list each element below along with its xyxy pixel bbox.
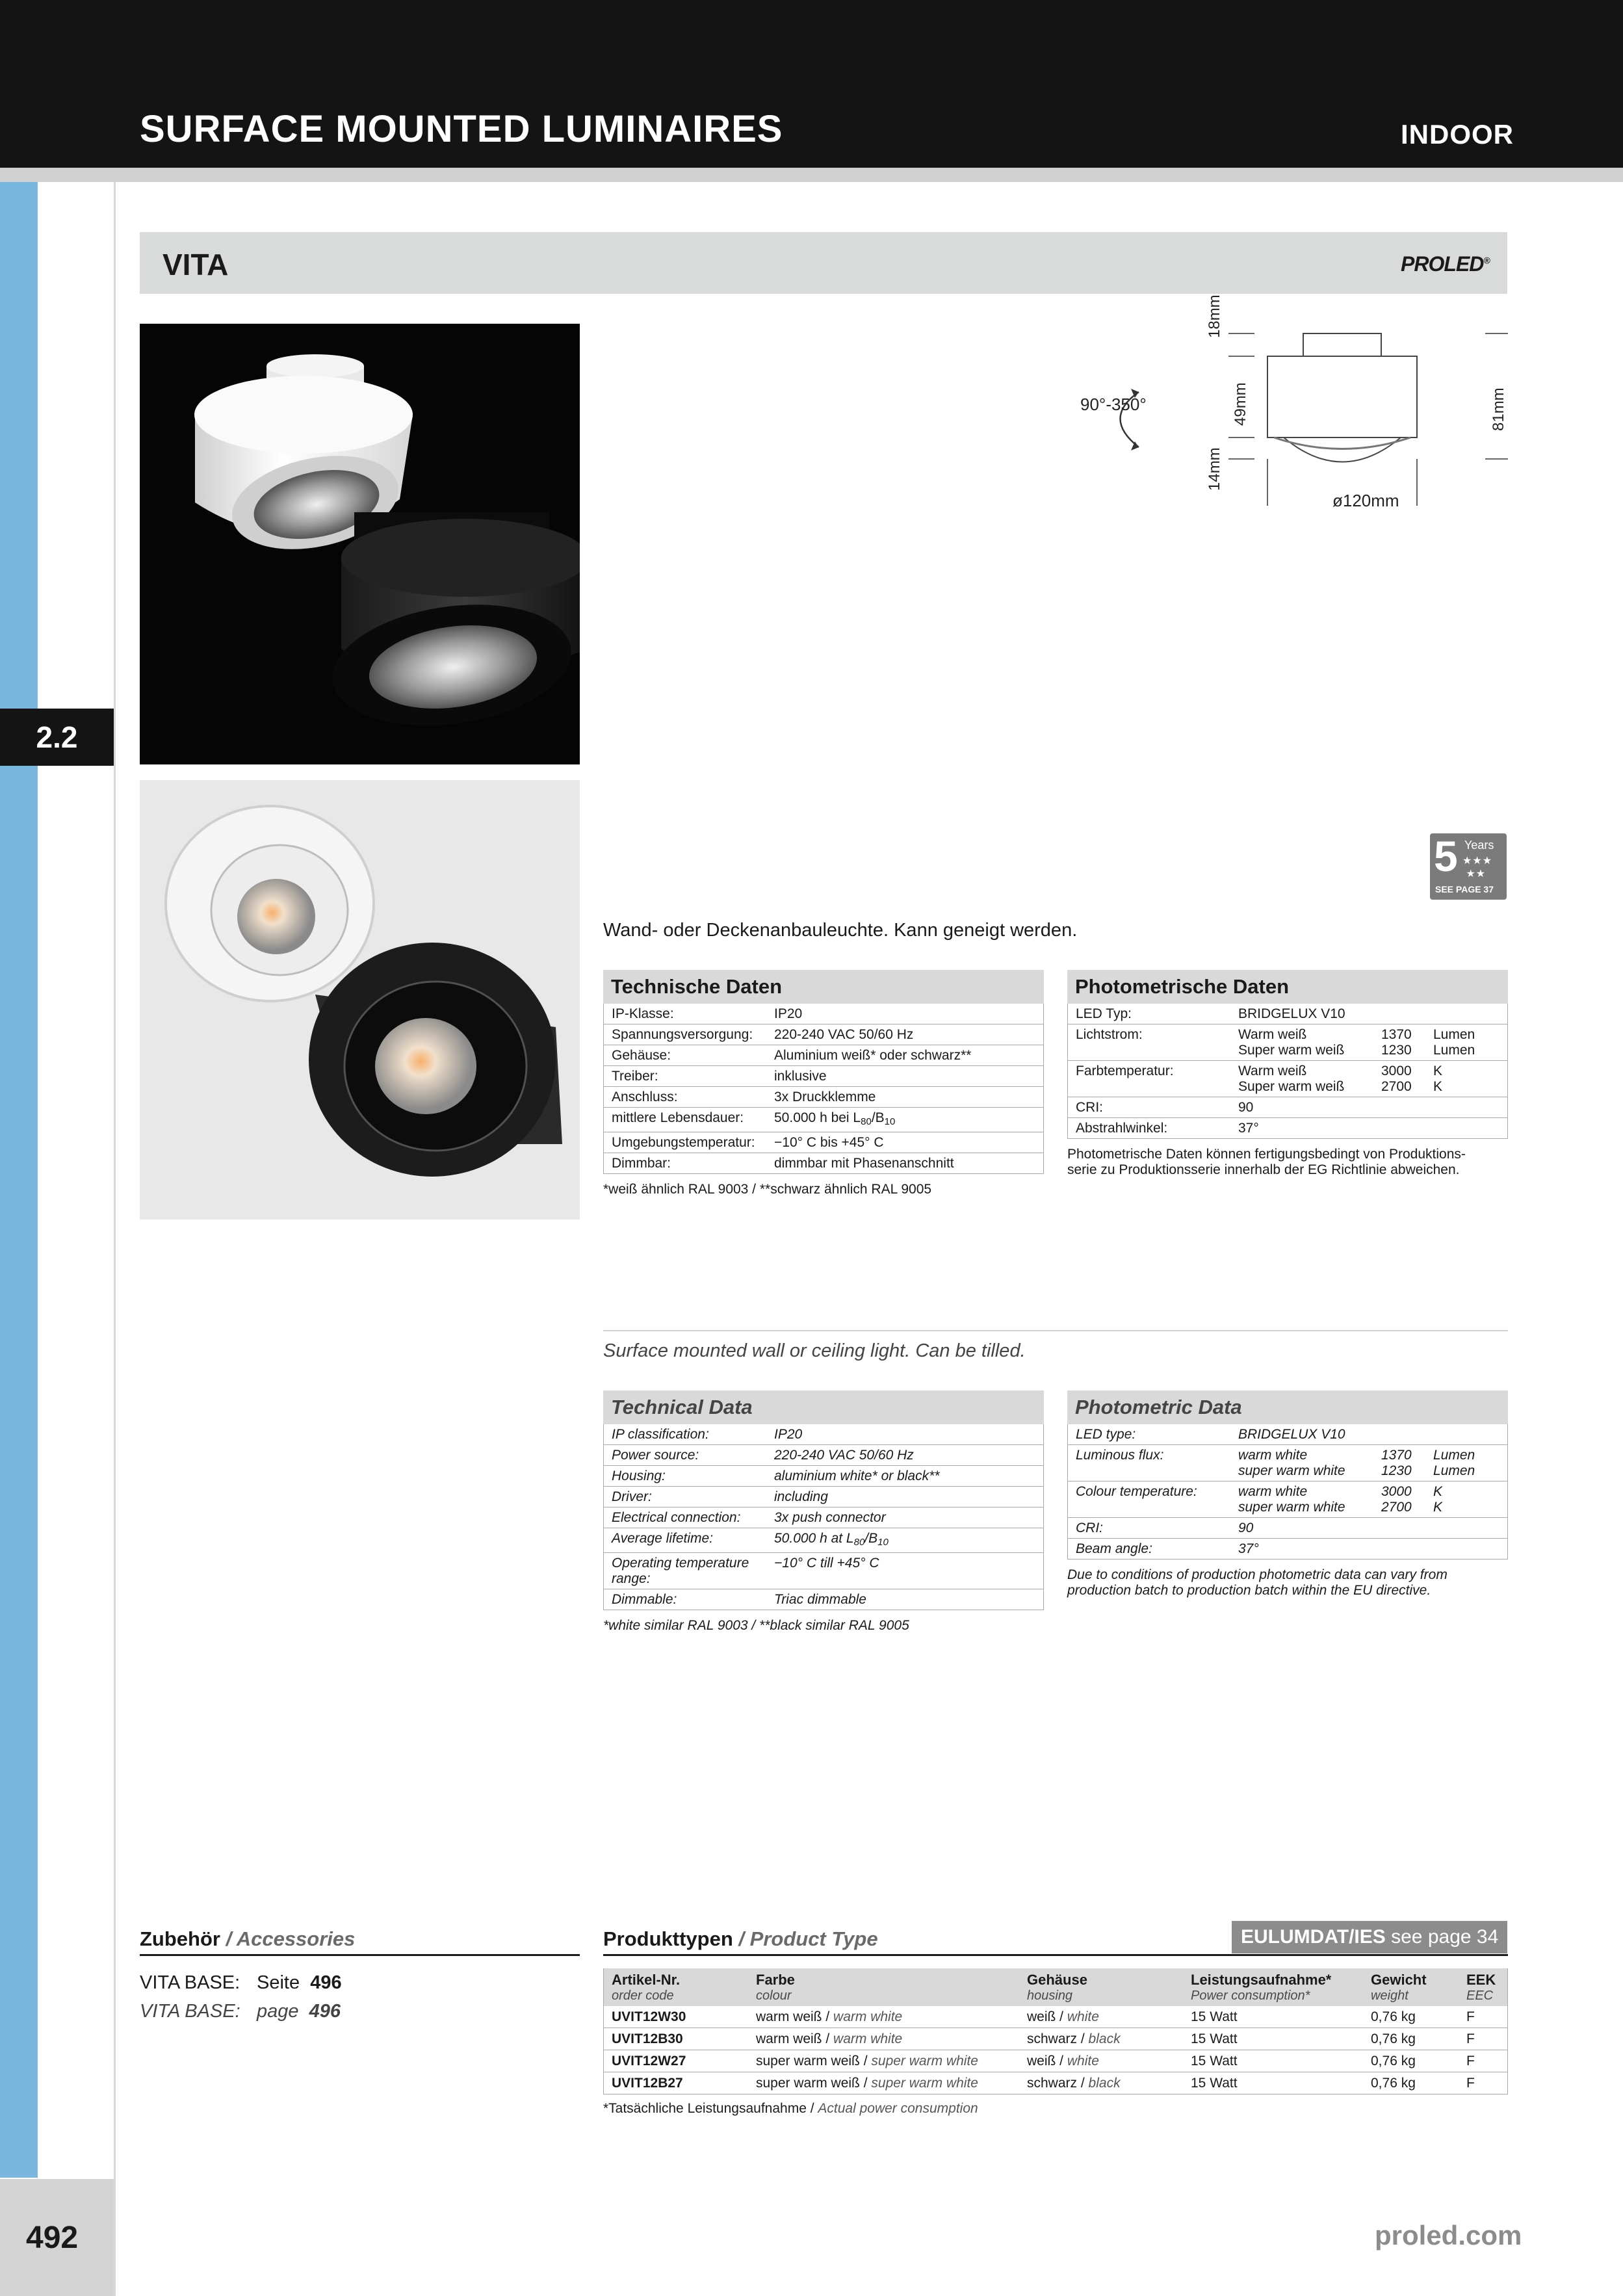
- warranty-note: SEE PAGE 37: [1435, 884, 1494, 894]
- tech-data-de: [603, 970, 1044, 1197]
- table-row: LED Typ: BRIDGELUX V10: [1068, 1004, 1508, 1024]
- product-name: VITA: [162, 248, 229, 281]
- table-row: Anschluss: 3x Druckklemme: [604, 1087, 1044, 1108]
- lifetime-value: 50.000 h at $L_{80}/B_{10}$: [766, 1528, 1044, 1553]
- tech-data-en-note: *white similar RAL 9003 / **black similar RAL 9005: [603, 1618, 909, 1633]
- warranty-number: 5: [1434, 832, 1458, 880]
- table-row: Abstrahlwinkel: 37°: [1068, 1118, 1508, 1139]
- page-title: SURFACE MOUNTED LUMINAIRES: [140, 108, 783, 150]
- table-row: Dimmbar: dimmbar mit Phasenanschnitt: [604, 1153, 1044, 1174]
- dimension-drawing-svg: [1066, 317, 1514, 525]
- table-row: UVIT12W27 super warm weiß / super warm white weiß / white 15 Watt 0,76 kg F: [604, 2050, 1508, 2072]
- dimension-drawing: [1066, 317, 1514, 525]
- table-row: UVIT12B27 super warm weiß / super warm white schwarz / black 15 Watt 0,76 kg F: [604, 2072, 1508, 2094]
- product-photo-dark: [140, 324, 580, 764]
- sidebar-divider: [114, 182, 116, 2296]
- photo-data-en: [1067, 1390, 1508, 1598]
- photo-data-en-title: Photometric Data: [1067, 1390, 1508, 1424]
- table-row: Gehäuse: Aluminium weiß* oder schwarz**: [604, 1045, 1044, 1066]
- header-underline: [0, 168, 1623, 182]
- tech-data-en-table: [603, 1424, 1044, 1610]
- tech-data-de-title: Technische Daten: [603, 970, 1044, 1004]
- table-row: Dimmable: Triac dimmable: [604, 1589, 1044, 1610]
- product-types-rule: [603, 1954, 1508, 1956]
- col-order-code: Artikel-Nr. order code: [604, 1968, 749, 2006]
- table-row: Luminous flux: warm white super warm white 1370 1230 Lumen Lumen: [1068, 1445, 1508, 1481]
- dim-mid: 49mm: [1232, 382, 1249, 426]
- photo-data-en-table: [1067, 1424, 1508, 1559]
- product-photo-light: [140, 780, 580, 1220]
- table-row: Electrical connection: 3x push connector: [604, 1507, 1044, 1528]
- col-power: Leistungsaufnahme* Power consumption*: [1183, 1968, 1363, 2006]
- table-row: Umgebungstemperatur: −10° C bis +45° C: [604, 1132, 1044, 1153]
- description-de: Wand- oder Deckenanbauleuchte. Kann geneigt werden.: [603, 920, 1078, 941]
- table-row: mittlere Lebensdauer: 50.000 h bei $L_{80}/B_{10}$: [604, 1108, 1044, 1132]
- table-row: Power source: 220-240 VAC 50/60 Hz: [604, 1445, 1044, 1466]
- product-bar: [140, 232, 1507, 294]
- tech-data-de-table: [603, 1004, 1044, 1174]
- table-row: Farbtemperatur: Warm weiß Super warm weiß 3000 2700 K K: [1068, 1061, 1508, 1097]
- category-label: INDOOR: [1401, 119, 1514, 150]
- table-row: UVIT12B30 warm weiß / warm white schwarz / black 15 Watt 0,76 kg F: [604, 2028, 1508, 2050]
- list-item: VITA BASE: Seite 496: [140, 1972, 342, 1993]
- tech-data-en: [603, 1390, 1044, 1634]
- page-number: 492: [26, 2221, 79, 2255]
- photo-data-de: [1067, 970, 1508, 1178]
- warranty-stars-icon: ★★★ ★★: [1462, 855, 1493, 880]
- photo-data-de-title: Photometrische Daten: [1067, 970, 1508, 1004]
- accessories-title: Zubehör / Accessories: [140, 1927, 356, 1950]
- eulumdat-link[interactable]: EULUMDAT/IES see page 34: [1232, 1921, 1507, 1953]
- luminaire-tilted-illustration: [140, 780, 580, 1220]
- col-colour: Farbe colour: [748, 1968, 1019, 2006]
- list-item: VITA BASE: page 496: [140, 2001, 341, 2022]
- section-divider: [603, 1330, 1508, 1331]
- table-row: IP classification: IP20: [604, 1424, 1044, 1445]
- table-row: Lichtstrom: Warm weiß Super warm weiß 1370 1230 Lumen Lumen: [1068, 1024, 1508, 1061]
- table-row: Treiber: inklusive: [604, 1066, 1044, 1087]
- col-housing: Gehäuse housing: [1019, 1968, 1183, 2006]
- photo-data-en-note: Due to conditions of production photometric data can vary from production batch to production batch within the EU directive.: [1067, 1567, 1448, 1598]
- brand-logo: PROLED®: [1401, 252, 1490, 276]
- table-row: CRI: 90: [1068, 1518, 1508, 1539]
- col-eec: EEK EEC: [1459, 1968, 1508, 2006]
- table-row: Operating temperature range: −10° C till +45° C: [604, 1553, 1044, 1589]
- product-types-title: Produkttypen / Product Type: [603, 1927, 878, 1950]
- dim-diameter: ø120mm: [1332, 491, 1399, 510]
- product-types-table-wrap: [603, 1968, 1508, 2117]
- chapter-tab: 2.2: [0, 709, 114, 766]
- dim-total: 81mm: [1490, 387, 1507, 431]
- table-row: UVIT12W30 warm weiß / warm white weiß / white 15 Watt 0,76 kg F: [604, 2006, 1508, 2028]
- description-en: Surface mounted wall or ceiling light. Can be tilled.: [603, 1340, 1026, 1361]
- accessories-rule: [140, 1954, 580, 1956]
- warranty-badge: [1430, 833, 1507, 900]
- rotation-label: 90°-350°: [1080, 395, 1147, 414]
- chapter-sidebar: [0, 182, 38, 2178]
- table-row: IP-Klasse: IP20: [604, 1004, 1044, 1024]
- table-row: Colour temperature: warm white super warm white 3000 2700 K K: [1068, 1481, 1508, 1518]
- dim-top: 18mm: [1206, 294, 1223, 338]
- product-types-table: [603, 1968, 1508, 2094]
- tech-data-en-title: Technical Data: [603, 1390, 1044, 1424]
- dim-bottom: 14mm: [1206, 447, 1223, 491]
- table-row: CRI: 90: [1068, 1097, 1508, 1118]
- luminaire-pair-illustration: [140, 324, 580, 764]
- accessories-list: [140, 1968, 342, 2026]
- product-types-note: *Tatsächliche Leistungsaufnahme / Actual power consumption: [603, 2101, 978, 2116]
- table-row: Beam angle: 37°: [1068, 1539, 1508, 1559]
- lifetime-value: 50.000 h bei $L_{80}/B_{10}$: [766, 1108, 1044, 1132]
- table-row: Spannungsversorgung: 220-240 VAC 50/60 Hz: [604, 1024, 1044, 1045]
- photo-data-de-table: [1067, 1004, 1508, 1139]
- tech-data-de-note: *weiß ähnlich RAL 9003 / **schwarz ähnlich RAL 9005: [603, 1182, 932, 1197]
- table-row: Housing: aluminium white* or black**: [604, 1466, 1044, 1487]
- warranty-word: Years: [1464, 839, 1494, 852]
- table-header-row: [604, 1968, 1508, 2006]
- table-row: LED type: BRIDGELUX V10: [1068, 1424, 1508, 1445]
- table-row: Average lifetime: 50.000 h at $L_{80}/B_{10}$: [604, 1528, 1044, 1553]
- col-weight: Gewicht weight: [1363, 1968, 1459, 2006]
- website-link[interactable]: proled.com: [1375, 2220, 1522, 2250]
- photo-data-de-note: Photometrische Daten können fertigungsbedingt von Produktions-serie zu Produktionsserie innerhalb der EG Richtlinie abweichen.: [1067, 1147, 1466, 1177]
- table-row: Driver: including: [604, 1487, 1044, 1507]
